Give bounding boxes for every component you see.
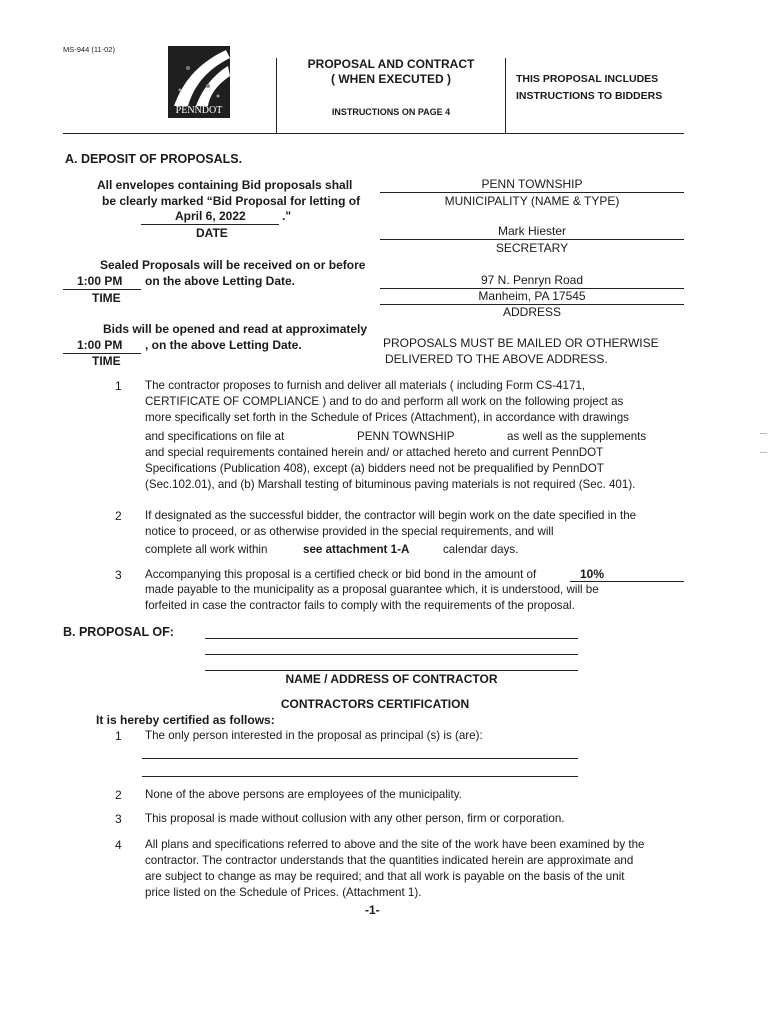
item-1-municipality: PENN TOWNSHIP	[357, 430, 455, 443]
contractor-name-label: NAME / ADDRESS OF CONTRACTOR	[285, 672, 498, 686]
form-code: MS-944 (11-02)	[63, 45, 115, 54]
principal-line-1[interactable]	[142, 758, 578, 759]
cert-2-number: 2	[115, 788, 122, 802]
mailed-line-1: PROPOSALS MUST BE MAILED OR OTHERWISE	[383, 336, 659, 350]
item-1-line-6: Specifications (Publication 408), except (a) bidders need not be prequalified by PennDOT	[145, 462, 604, 475]
cert-3-text: This proposal is made without collusion with any other person, firm or corporation.	[145, 812, 565, 825]
sealed-line-2: on the above Letting Date.	[145, 274, 296, 288]
letting-date: April 6, 2022	[175, 209, 246, 223]
municipality-value: PENN TOWNSHIP	[481, 177, 583, 191]
mailed-line-2: DELIVERED TO THE ABOVE ADDRESS.	[385, 352, 608, 366]
item-2-line-3c: calendar days.	[443, 543, 519, 556]
item-2-line-2: notice to proceed, or as otherwise provided in the special requirements, and will	[145, 525, 554, 538]
address-label: ADDRESS	[502, 305, 561, 319]
instructions-note: INSTRUCTIONS ON PAGE 4	[331, 107, 451, 117]
cert-4-line-4: price listed on the Schedule of Prices. (Attachment 1).	[145, 886, 422, 899]
date-suffix: ."	[282, 209, 292, 223]
contractor-line-3[interactable]	[205, 670, 578, 671]
item-2-duration: see attachment 1-A	[303, 543, 410, 556]
item-3-line-3: forfeited in case the contractor fails to comply with the requirements of the proposal.	[145, 599, 575, 612]
municipality-line	[380, 192, 684, 193]
municipality-label: MUNICIPALITY (NAME & TYPE)	[444, 194, 620, 208]
item-1-line-1: The contractor proposes to furnish and deliver all materials ( including Form CS-4171,	[145, 379, 586, 392]
contractor-line-2[interactable]	[205, 654, 578, 655]
sealed-time-underline	[63, 289, 141, 290]
secretary-line	[380, 239, 684, 240]
contractor-line-1[interactable]	[205, 638, 578, 639]
principal-line-2[interactable]	[142, 776, 578, 777]
envelope-line-1: All envelopes containing Bid proposals shall	[97, 178, 353, 192]
section-b-heading: B. PROPOSAL OF:	[63, 625, 174, 639]
address-line-1: 97 N. Penryn Road	[480, 273, 584, 287]
certification-intro: It is hereby certified as follows:	[96, 713, 275, 727]
scan-artifact	[760, 433, 767, 434]
bond-amount: 10%	[580, 567, 605, 581]
cert-1-text: The only person interested in the proposal as principal (s) is (are):	[145, 729, 483, 742]
cert-1-number: 1	[115, 729, 122, 743]
date-underline	[141, 224, 279, 225]
cert-4-line-2: contractor. The contractor understands that the quantities indicated herein are approximate and	[145, 854, 634, 867]
title-line-1: PROPOSAL AND CONTRACT	[307, 57, 475, 71]
secretary-label: SECRETARY	[495, 241, 569, 255]
item-3-line-1: Accompanying this proposal is a certified check or bid bond in the amount of	[145, 568, 537, 581]
item-1-number: 1	[115, 379, 122, 393]
bond-amount-line	[570, 581, 684, 582]
address-line-2: Manheim, PA 17545	[478, 289, 586, 303]
penndot-logo	[168, 46, 230, 118]
bids-line-1: Bids will be opened and read at approximately	[103, 322, 368, 336]
item-3-number: 3	[115, 568, 122, 582]
header-rule	[63, 133, 684, 134]
secretary-value: Mark Hiester	[497, 224, 566, 238]
includes-line-2: INSTRUCTIONS TO BIDDERS	[516, 90, 663, 102]
cert-4-line-1: All plans and specifications referred to above and the site of the work have been examined by the	[145, 838, 645, 851]
time-label-1: TIME	[92, 291, 121, 305]
scan-artifact	[760, 452, 767, 453]
cert-3-number: 3	[115, 812, 122, 826]
item-2-line-1: If designated as the successful bidder, the contractor will begin work on the date specified in the	[145, 509, 637, 522]
page-number: -1-	[365, 903, 380, 917]
item-3-line-2: made payable to the municipality as a proposal guarantee which, it is understood, will be	[145, 583, 599, 596]
item-1-line-2: CERTIFICATE OF COMPLIANCE ) and to do and perform all work on the following project as	[145, 395, 624, 408]
sealed-time: 1:00 PM	[77, 274, 123, 288]
item-2-line-3a: complete all work within	[145, 543, 268, 556]
certification-title: CONTRACTORS CERTIFICATION	[280, 697, 470, 711]
cert-2-text: None of the above persons are employees of the municipality.	[145, 788, 462, 801]
item-1-line-4c: as well as the supplements	[507, 430, 647, 443]
item-1-line-7: (Sec.102.01), and (b) Marshall testing of bituminous paving materials is not required (Sec. 401).	[145, 478, 636, 491]
cert-4-line-3: are subject to change as may be required; and that all work is payable on the basis of the unit	[145, 870, 625, 883]
time-label-2: TIME	[92, 354, 121, 368]
item-1-line-3: more specifically set forth in the Schedule of Prices (Attachment), in accordance with drawings	[145, 411, 629, 424]
item-2-number: 2	[115, 509, 122, 523]
date-label: DATE	[196, 226, 228, 240]
open-time: 1:00 PM	[77, 338, 123, 352]
envelope-line-2: be clearly marked “Bid Proposal for letting of	[102, 194, 361, 208]
includes-line-1: THIS PROPOSAL INCLUDES	[516, 73, 659, 85]
cert-4-number: 4	[115, 838, 122, 852]
logo-text: PENNDOT	[175, 105, 223, 116]
sealed-line-1: Sealed Proposals will be received on or before	[100, 258, 366, 272]
item-1-line-4a: and specifications on file at	[145, 430, 285, 443]
header-divider-right	[505, 58, 506, 133]
item-1-line-5: and special requirements contained herein and/ or attached hereto and current PennDOT	[145, 446, 604, 459]
bids-line-2: , on the above Letting Date.	[145, 338, 302, 352]
title-line-2: ( WHEN EXECUTED )	[331, 72, 451, 86]
section-a-heading: A. DEPOSIT OF PROPOSALS.	[65, 152, 243, 166]
